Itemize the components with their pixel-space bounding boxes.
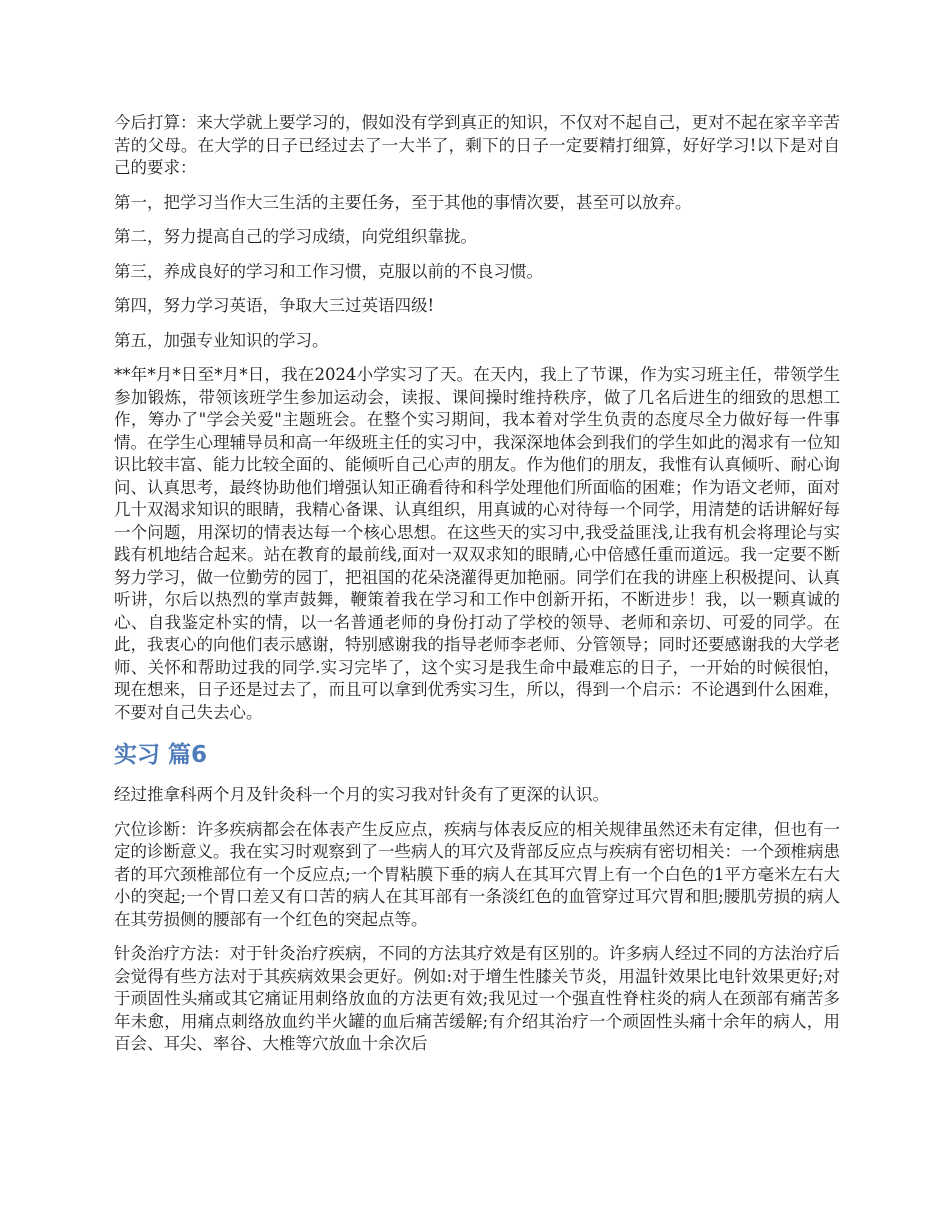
paragraph-item-5: 第五，加强专业知识的学习。 xyxy=(114,330,329,350)
paragraph-item-1: 第一，把学习当作大三生活的主要任务，至于其他的事情次要，甚至可以放弃。 xyxy=(114,192,692,212)
paragraph-item-4: 第四，努力学习英语，争取大三过英语四级! xyxy=(114,296,435,315)
paragraph-item-2: 第二，努力提高自己的学习成绩，向党组织靠拢。 xyxy=(114,227,477,246)
paragraph-treatment-methods: 针灸治疗方法：对于针灸治疗疾病，不同的方法其疗效是有区别的。许多病人经过不同的方法治疗后会觉得有些方法对于其疾病效果会更好。例如:对于增生性膝关节炎，用温针效果比电针效果更好;对于顽固性头痛或其它痛证用刺络放血的方法更有效;我见过一个强直性脊柱炎的病人在颈部有痛苦多年未愈，用痛点刺络放血约半火罐的血后痛苦缓解;有介绍其治疗一个顽固性头痛十余年的病人，用百会、耳尖、率谷、大椎等穴放血十余次后 xyxy=(114,944,840,1053)
paragraph-item-3: 第三，养成良好的学习和工作习惯，克服以前的不良习惯。 xyxy=(114,261,543,281)
document-body xyxy=(114,112,840,1068)
paragraph-plans: 今后打算：来大学就上要学习的，假如没有学到真正的知识，不仅对不起自己，更对不起在家辛辛苦苦的父母。在大学的日子已经过去了一大半了，剩下的日子一定要精打细算，好好学习!以下是对自己的要求： xyxy=(114,113,840,177)
paragraph-acupoint-diagnosis: 穴位诊断：许多疾病都会在体表产生反应点，疾病与体表反应的相关规律虽然还未有定律，但也有一定的诊断意义。我在实习时观察到了一些病人的耳穴及背部反应点与疾病有密切相关：一个颈椎病患者的耳穴颈椎部位有一个反应点;一个胃粘膜下垂的病人在其耳穴胃上有一个白色的1平方毫米左右大小的突起;一个胃口差又有口苦的病人在其耳部有一条淡红色的血管穿过耳穴胃和胆;腰肌劳损的病人在其劳损侧的腰部有一个红色的突起点等。 xyxy=(114,819,840,929)
paragraph-intro: 经过推拿科两个月及针灸科一个月的实习我对针灸有了更深的认识。 xyxy=(114,785,609,804)
section-heading: 实习 篇6 xyxy=(114,742,208,768)
paragraph-internship-summary: **年*月*日至*月*日，我在2024小学实习了天。在天内，我上了节课，作为实习班主任，带领学生参加锻炼，带领该班学生参加运动会，读报、课间操时维持秩序，做了几名后进生的细致的思想工作，筹办了"学会关爱"主题班会。在整个实习期间，我本着对学生负责的态度尽全力做好每一件事情。在学生心理辅导员和高一年级班主任的实习中，我深深地体会到我们的学生如此的渴求有一位知识比较丰富、能力比较全面的、能倾听自己心声的朋友。作为他们的朋友，我惟有认真倾听、耐心询问、认真思考，最终协助他们增强认知正确看待和科学处理他们所面临的困难；作为语文老师，面对几十双渴求知识的眼睛，我精心备课、认真组织，用真诚的心对待每一个同学，用清楚的话讲解好每一个问题，用深切的情表达每一个核心思想。在这些天的实习中,我受益匪浅,让我有机会将理论与实践有机地结合起来。站在教育的最前线,面对一双双求知的眼睛,心中倍感任重而道远。我一定要不断努力学习，做一位勤劳的园丁，把祖国的花朵浇灌得更加艳丽。同学们在我的讲座上积极提问、认真听讲，尔后以热烈的掌声鼓舞，鞭策着我在学习和工作中创新开拓，不断进步！我，以一颗真诚的心、自我鉴定朴实的情，以一名普通老师的身份打动了学校的领导、老师和亲切、可爱的同学。在此，我衷心的向他们表示感谢，特别感谢我的指导老师李老师、分管领导；同时还要感谢我的大学老师、关怀和帮助过我的同学.实习完毕了，这个实习是我生命中最难忘的日子，一开始的时候很怕，现在想来，日子还是过去了，而且可以拿到优秀实习生，所以，得到一个启示：不论遇到什么困难，不要对自己失去心。 xyxy=(114,365,840,722)
